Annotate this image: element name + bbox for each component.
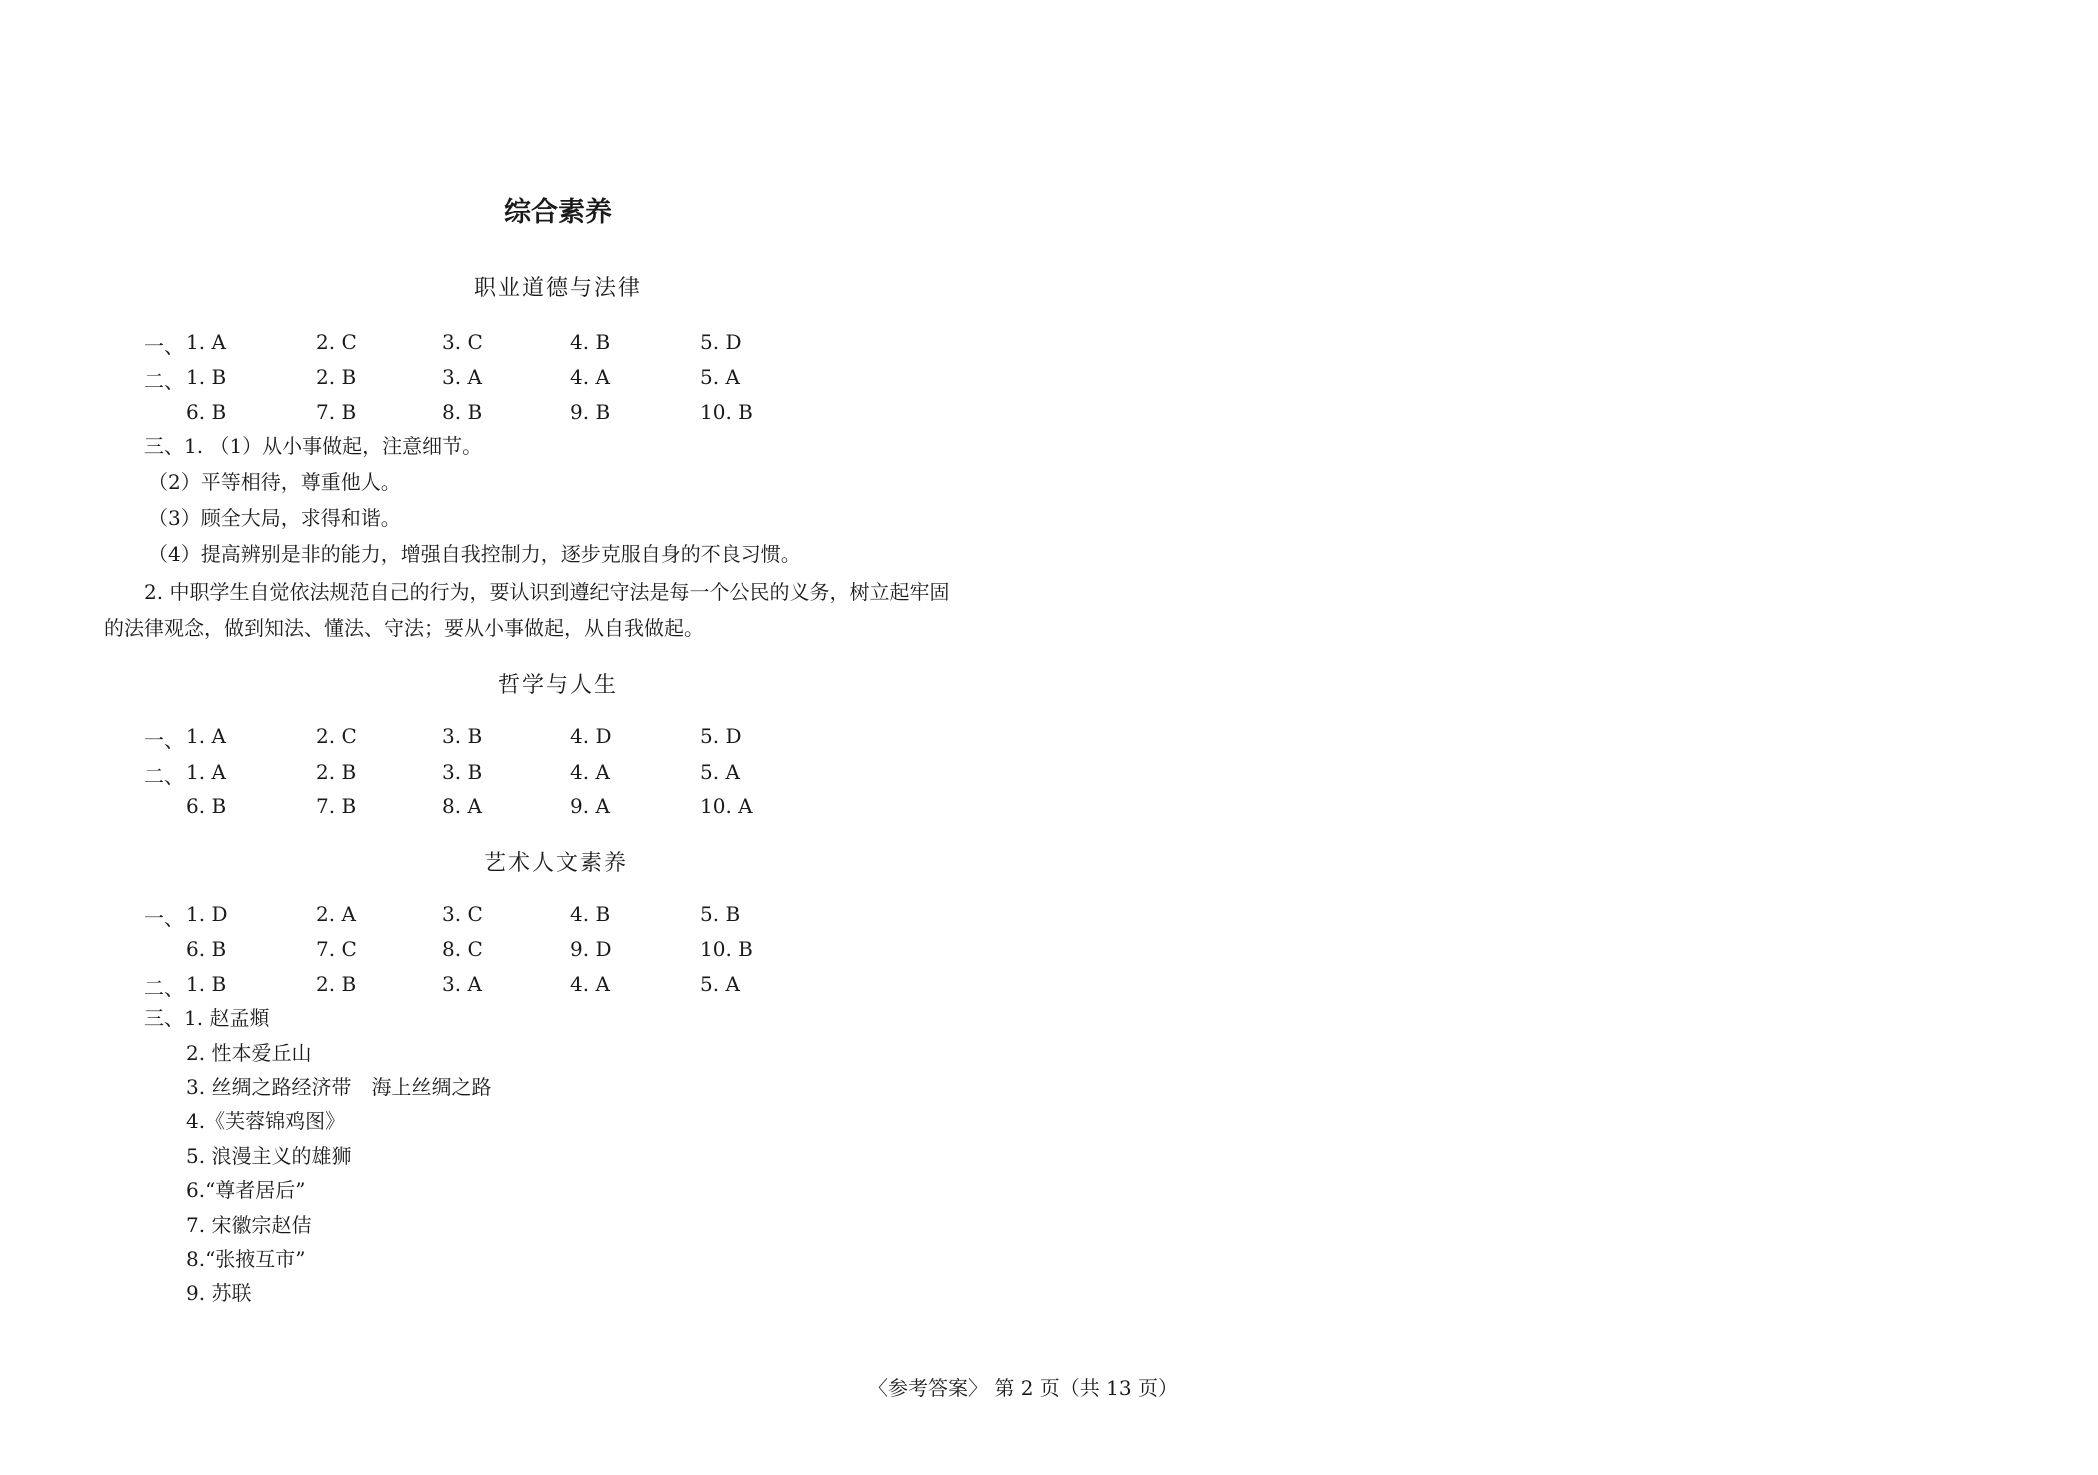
s3-r2-1: 6. B [186,937,227,961]
s2-r2-5: 5. A [700,760,740,784]
s1-r2-1: 1. B [186,365,227,389]
s2-r1-1: 1. A [186,724,226,748]
page-footer: 〈参考答案〉 第 2 页（共 13 页） [868,1376,1178,1400]
s1-line-5: 2. 中职学生自觉依法规范自己的行为，要认识到遵纪守法是每一个公民的义务，树立起牢固 [144,580,950,604]
s2-r2-2: 2. B [316,760,357,784]
s3-r3-2: 2. B [316,972,357,996]
s2-r1-prefix: 一、 [144,728,184,752]
s3-heading: 艺术人文素养 [484,851,629,876]
s3-line-4: 4.《芙蓉锦鸡图》 [186,1109,346,1133]
s1-r1-3: 3. C [442,330,483,354]
s3-r3-5: 5. A [700,972,740,996]
s1-line-4: （4）提高辨别是非的能力，增强自我控制力，逐步克服自身的不良习惯。 [148,542,801,566]
s2-r1-3: 3. B [442,724,483,748]
s1-r2-5: 5. A [700,365,740,389]
s3-r1-2: 2. A [316,902,356,926]
s2-r2-prefix: 二、 [144,764,184,788]
s3-r1-3: 3. C [442,902,483,926]
s3-line-1: 三、1. 赵孟頫 [144,1006,270,1030]
s2-r2-4: 4. A [570,760,610,784]
s1-r2-3: 3. A [442,365,482,389]
s3-r3-3: 3. A [442,972,482,996]
s1-r3-5: 10. B [700,400,753,424]
s2-r3-5: 10. A [700,794,753,818]
s1-r1-1: 1. A [186,330,226,354]
s2-r1-4: 4. D [570,724,612,748]
s1-r2-prefix: 二、 [144,369,184,393]
s3-line-5: 5. 浪漫主义的雄狮 [186,1144,352,1168]
s2-r1-5: 5. D [700,724,742,748]
s1-r3-4: 9. B [570,400,611,424]
s1-line-2: （2）平等相待，尊重他人。 [148,470,401,494]
s2-r2-3: 3. B [442,760,483,784]
s2-r3-3: 8. A [442,794,482,818]
s3-r3-4: 4. A [570,972,610,996]
s3-line-3: 3. 丝绸之路经济带 海上丝绸之路 [186,1075,492,1099]
s1-line-1: 三、1. （1）从小事做起，注意细节。 [144,434,483,458]
s1-r3-2: 7. B [316,400,357,424]
s3-r2-5: 10. B [700,937,753,961]
s3-line-2: 2. 性本爱丘山 [186,1041,312,1065]
s2-r2-1: 1. A [186,760,226,784]
s3-r1-5: 5. B [700,902,741,926]
s2-heading: 哲学与人生 [498,673,619,698]
s1-r1-2: 2. C [316,330,357,354]
s1-r3-3: 8. B [442,400,483,424]
s3-line-8: 8.“张掖互市” [186,1247,306,1271]
s1-line-6: 的法律观念，做到知法、懂法、守法；要从小事做起，从自我做起。 [104,616,704,640]
s1-line-3: （3）顾全大局，求得和谐。 [148,506,401,530]
s1-r1-4: 4. B [570,330,611,354]
s3-r2-3: 8. C [442,937,483,961]
s3-r3-1: 1. B [186,972,227,996]
s3-r2-2: 7. C [316,937,357,961]
s1-r1-5: 5. D [700,330,742,354]
s1-r2-2: 2. B [316,365,357,389]
s1-heading: 职业道德与法律 [474,276,643,301]
s1-r1-prefix: 一、 [144,334,184,358]
s2-r3-4: 9. A [570,794,610,818]
s3-line-6: 6.“尊者居后” [186,1178,306,1202]
s3-line-7: 7. 宋徽宗赵佶 [186,1213,312,1237]
s1-r3-1: 6. B [186,400,227,424]
s1-r2-4: 4. A [570,365,610,389]
s3-line-9: 9. 苏联 [186,1281,252,1305]
left-title: 综合素养 [504,197,612,228]
s3-r1-4: 4. B [570,902,611,926]
s2-r3-1: 6. B [186,794,227,818]
s3-r3-prefix: 二、 [144,976,184,1000]
s3-r1-1: 1. D [186,902,228,926]
s2-r1-2: 2. C [316,724,357,748]
s3-r1-prefix: 一、 [144,906,184,930]
s2-r3-2: 7. B [316,794,357,818]
s3-r2-4: 9. D [570,937,612,961]
